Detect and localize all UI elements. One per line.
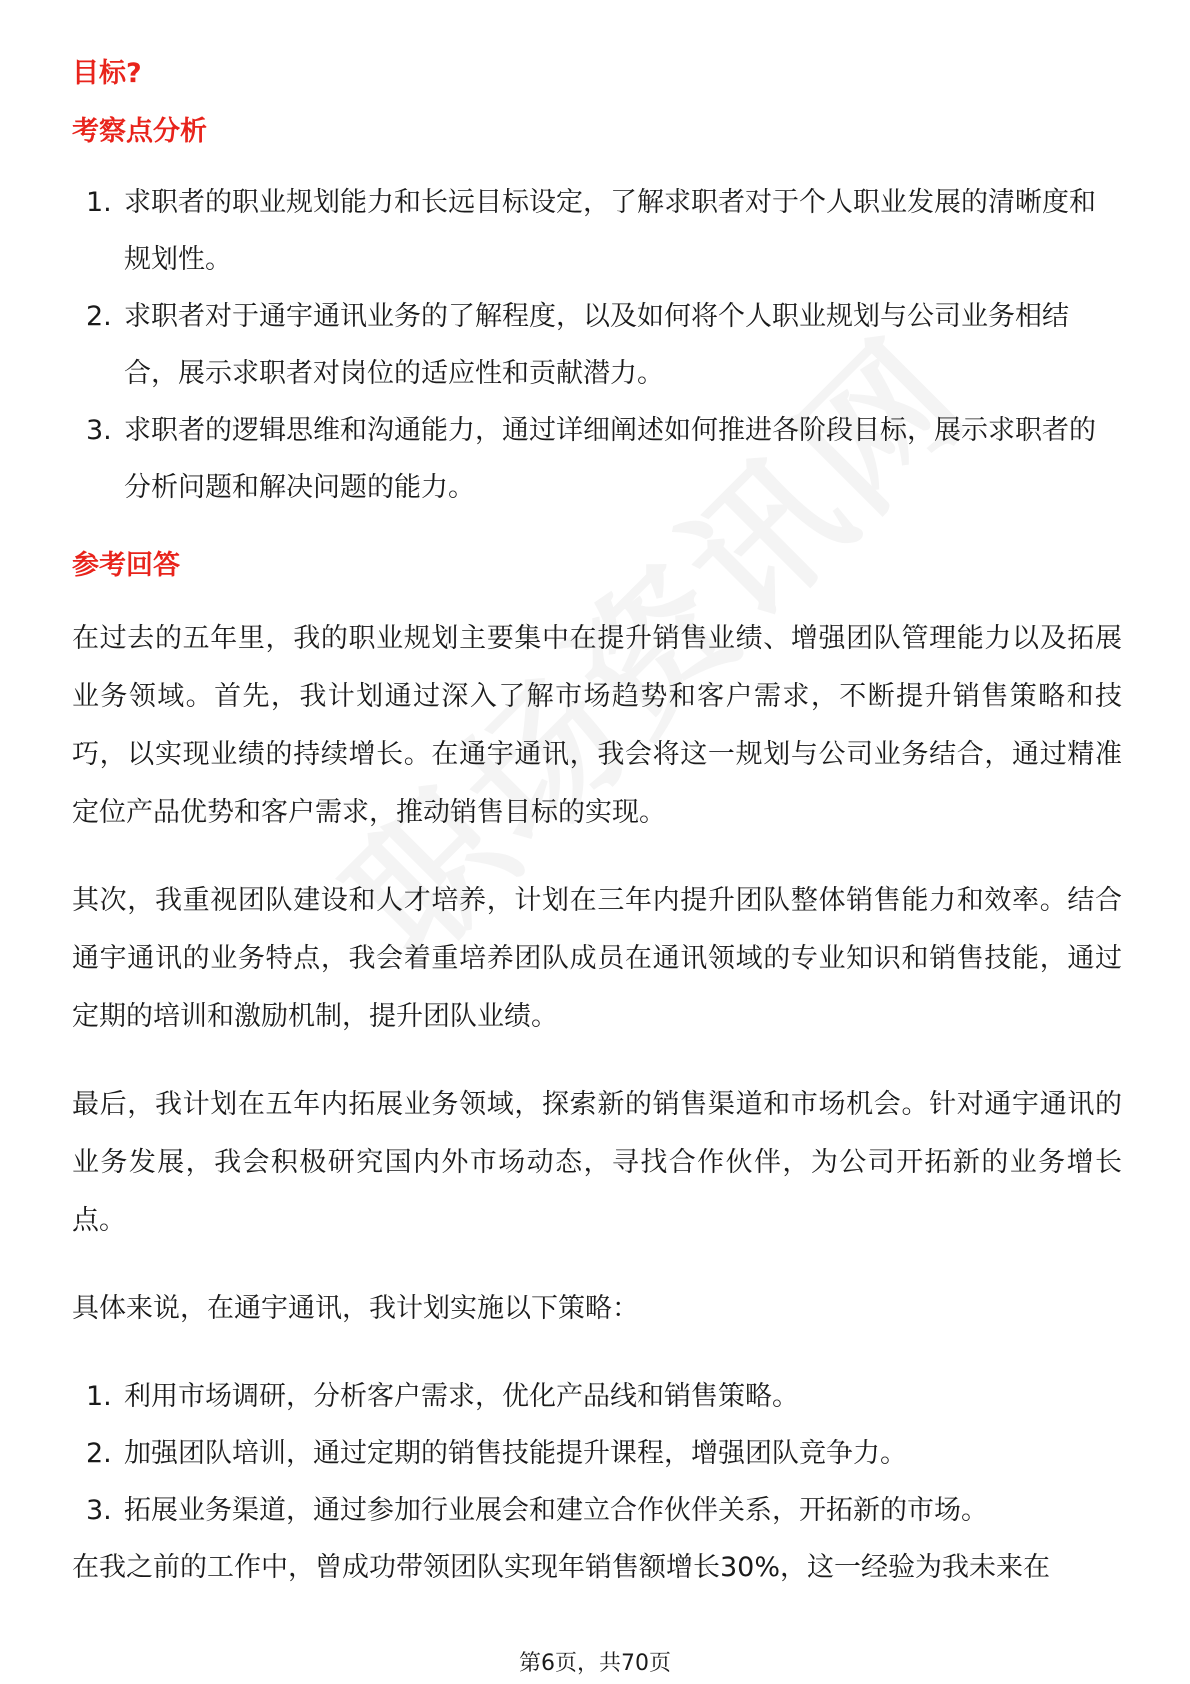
list-item	[72, 1482, 1122, 1539]
list-number: 2.	[86, 301, 112, 332]
strategy-list	[72, 1368, 1122, 1539]
list-item	[72, 1425, 1122, 1482]
list-number: 3.	[86, 1495, 112, 1526]
heading-answer: 参考回答	[72, 550, 180, 581]
list-item	[72, 174, 1122, 288]
list-item-text: 加强团队培训，通过定期的销售技能提升课程，增强团队竞争力。	[124, 1438, 907, 1469]
paragraph: 最后，我计划在五年内拓展业务领域，探索新的销售渠道和市场机会。针对通宇通讯的业务发展，我会积极研究国内外市场动态，寻找合作伙伴，为公司开拓新的业务增长点。	[72, 1089, 1122, 1236]
list-item-text: 拓展业务渠道，通过参加行业展会和建立合作伙伴关系，开拓新的市场。	[124, 1495, 988, 1526]
list-item	[72, 1368, 1122, 1425]
closing-paragraph: 在我之前的工作中，曾成功带领团队实现年销售额增长30%，这一经验为我未来在	[72, 1552, 1051, 1583]
paragraph: 在过去的五年里，我的职业规划主要集中在提升销售业绩、增强团队管理能力以及拓展业务领域。首先，我计划通过深入了解市场趋势和客户需求，不断提升销售策略和技巧，以实现业绩的持续增长。在通宇通讯，我会将这一规划与公司业务结合，通过精准定位产品优势和客户需求，推动销售目标的实现。	[72, 623, 1122, 828]
list-item-text: 求职者的职业规划能力和长远目标设定，了解求职者对于个人职业发展的清晰度和规划性。	[124, 187, 1096, 275]
list-item	[72, 402, 1122, 516]
paragraph: 其次，我重视团队建设和人才培养，计划在三年内提升团队整体销售能力和效率。结合通宇通讯的业务特点，我会着重培养团队成员在通讯领域的专业知识和销售技能，通过定期的培训和激励机制，提升团队业绩。	[72, 885, 1122, 1032]
heading-goal: 目标?	[72, 58, 142, 89]
heading-analysis: 考察点分析	[72, 116, 207, 147]
list-item-text: 求职者对于通宇通讯业务的了解程度，以及如何将个人职业规划与公司业务相结合，展示求职者对岗位的适应性和贡献潜力。	[124, 301, 1069, 389]
paragraph: 具体来说，在通宇通讯，我计划实施以下策略：	[72, 1293, 639, 1324]
analysis-list	[72, 174, 1122, 516]
list-number: 2.	[86, 1438, 112, 1469]
list-item-text: 利用市场调研，分析客户需求，优化产品线和销售策略。	[124, 1381, 799, 1412]
list-item-text: 求职者的逻辑思维和沟通能力，通过详细阐述如何推进各阶段目标，展示求职者的分析问题和解决问题的能力。	[124, 415, 1096, 503]
page-number-footer: 第6页，共70页	[519, 1651, 671, 1676]
list-number: 1.	[86, 187, 112, 218]
list-number: 3.	[86, 415, 112, 446]
list-item	[72, 288, 1122, 402]
page-content	[72, 52, 1122, 1627]
list-number: 1.	[86, 1381, 112, 1412]
